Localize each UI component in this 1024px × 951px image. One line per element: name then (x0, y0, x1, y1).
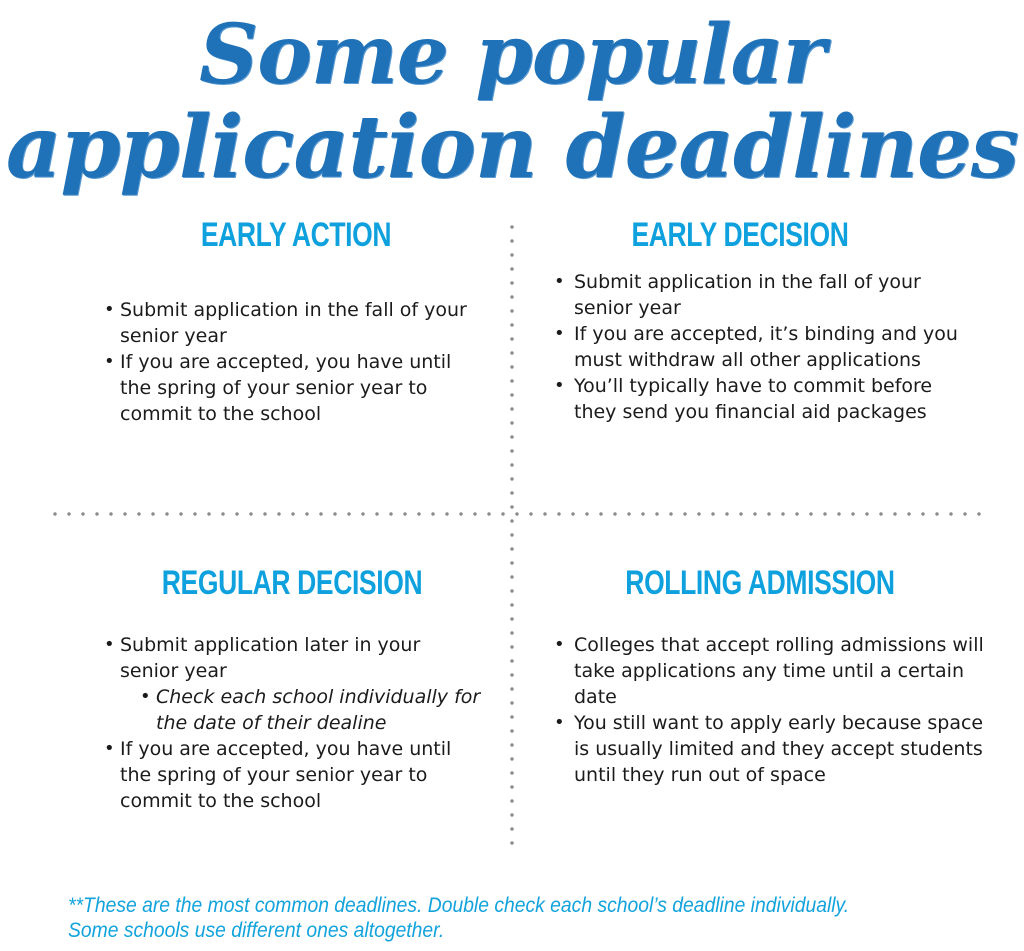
bullet-item: • If you are accepted, it’s binding and you must withdraw all other applications (554, 321, 974, 373)
section-heading-early-action: EARLY ACTION (200, 216, 392, 254)
sub-bullet-item: • Check each school individually for the date of their dealine (104, 684, 484, 736)
footnote-line-2: Some schools use different ones altogether. (68, 919, 445, 942)
section-heading-regular-decision: REGULAR DECISION (161, 564, 423, 602)
page-title-line-2: application deadlines (5, 97, 1019, 198)
bullet-item: • You still want to apply early because space is usually limited and they accept students until they run out of space (554, 710, 994, 788)
bullet-list-early-action (104, 297, 484, 427)
footnote (68, 893, 933, 943)
bullet-item: • If you are accepted, you have until the spring of your senior year to commit to the school (104, 349, 484, 427)
section-heading-early-decision: EARLY DECISION (631, 216, 849, 254)
section-heading-rolling-admission: ROLLING ADMISSION (625, 564, 895, 602)
bullet-list-early-decision (554, 269, 974, 425)
bullet-list-regular-decision (104, 632, 484, 814)
bullet-item: • Colleges that accept rolling admissions will take applications any time until a certain date (554, 632, 994, 710)
footnote-line-1: **These are the most common deadlines. Double check each school’s deadline individually. (68, 894, 850, 917)
bullet-item: • You’ll typically have to commit before they send you financial aid packages (554, 373, 974, 425)
bullet-item: • If you are accepted, you have until the spring of your senior year to commit to the school (104, 736, 484, 814)
bullet-item: • Submit application in the fall of your senior year (554, 269, 974, 321)
bullet-list-rolling-admission (554, 632, 994, 788)
page-title-line-1: Some popular (199, 7, 825, 103)
horizontal-dotted-divider (48, 512, 986, 516)
bullet-item: • Submit application in the fall of your senior year (104, 297, 484, 349)
vertical-dotted-divider (510, 220, 514, 852)
bullet-item: • Submit application later in your senior year (104, 632, 484, 684)
